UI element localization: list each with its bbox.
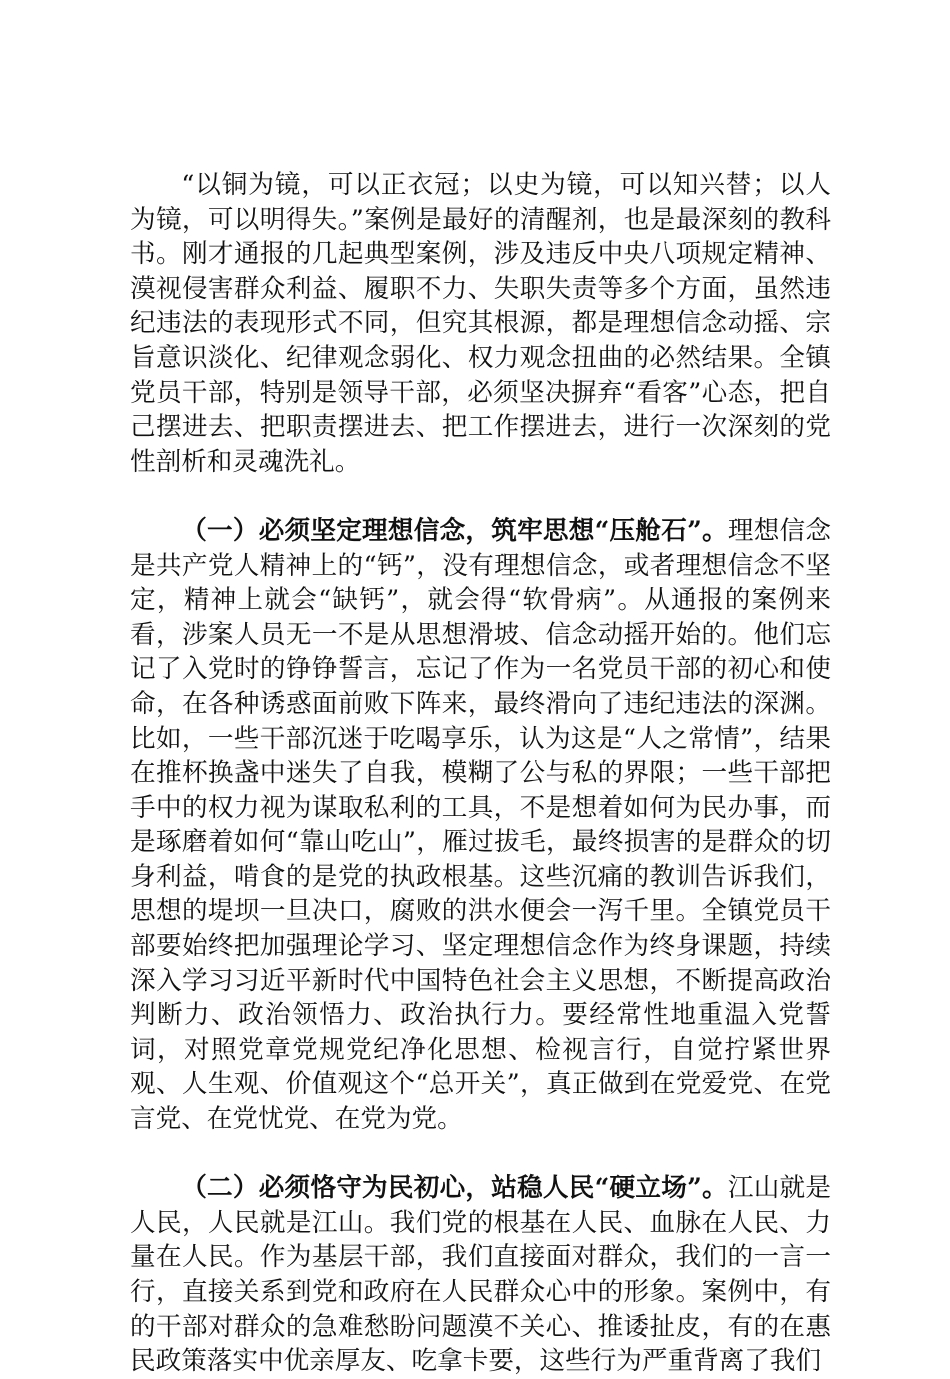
paragraph-gap: [130, 1137, 831, 1172]
paragraph-section-2: [130, 1171, 831, 1379]
paragraph-body: 理想信念是共产党人精神上的“钙”，没有理想信念，或者理想信念不坚定，精神上就会“缺钙”，就会得“软骨病”。从通报的案例来看，涉案人员无一不是从思想滑坡、信念动摇开始的。他们忘记了入党时的铮铮誓言，忘记了作为一名党员干部的初心和使命，在各种诱惑面前败下阵来，最终滑向了违纪违法的深渊。比如，一些干部沉迷于吃喝享乐，认为这是“人之常情”，结果在推杯换盏中迷失了自我，模糊了公与私的界限；一些干部把手中的权力视为谋取私利的工具，不是想着如何为民办事，而是琢磨着如何“靠山吃山”，雁过拔毛，最终损害的是群众的切身利益，啃食的是党的执政根基。这些沉痛的教训告诉我们，思想的堤坝一旦决口，腐败的洪水便会一泻千里。全镇党员干部要始终把加强理论学习、坚定理想信念作为终身课题，持续深入学习习近平新时代中国特色社会主义思想，不断提高政治判断力、政治领悟力、政治执行力。要经常性地重温入党誓词，对照党章党规党纪净化思想、检视言行，自觉拧紧世界观、人生观、价值观这个“总开关”，真正做到在党爱党、在党言党、在党忧党、在党为党。: [130, 515, 831, 1135]
paragraph-section-1: [130, 514, 831, 1137]
paragraph-body: “以铜为镜，可以正衣冠；以史为镜，可以知兴替；以人为镜，可以明得失。”案例是最好的清醒剂，也是最深刻的教科书。刚才通报的几起典型案例，涉及违反中央八项规定精神、漠视侵害群众利益、履职不力、失职失责等多个方面，虽然违纪违法的表现形式不同，但究其根源，都是理想信念动摇、宗旨意识淡化、纪律观念弱化、权力观念扭曲的必然结果。全镇党员干部，特别是领导干部，必须坚决摒弃“看客”心态，把自己摆进去、把职责摆进去、把工作摆进去，进行一次深刻的党性剖析和灵魂洗礼。: [130, 170, 831, 477]
document-page: [130, 168, 831, 1379]
section-heading: （一）必须坚定理想信念，筑牢思想“压舱石”。: [181, 515, 728, 546]
paragraph-body: 江山就是人民，人民就是江山。我们党的根基在人民、血脉在人民、力量在人民。作为基层干部，我们直接面对群众，我们的一言一行，直接关系到党和政府在人民群众心中的形象。案例中，有的干部对群众的急难愁盼问题漠不关心、推诿扯皮，有的在惠民政策落实中优亲厚友、吃拿卡要，这些行为严重背离了我们: [130, 1173, 831, 1377]
section-heading: （二）必须恪守为民初心，站稳人民“硬立场”。: [181, 1173, 728, 1204]
paragraph-intro: [130, 168, 831, 479]
paragraph-gap: [130, 479, 831, 514]
